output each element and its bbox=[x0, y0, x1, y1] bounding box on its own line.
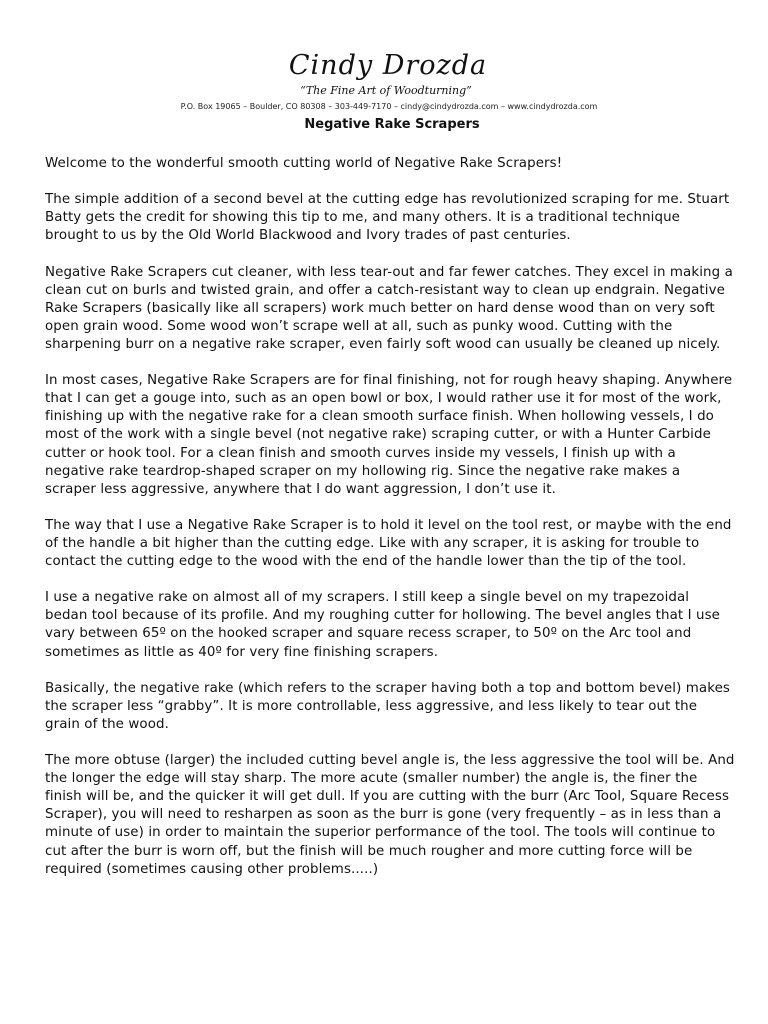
paragraph: I use a negative rake on almost all of my scrapers. I still keep a single bevel on my trapezoidal bedan tool because of its profile. And my roughing cutter for hollowing. The bevel angles that I use vary between 65º on the hooked scraper and square recess scraper, to 50º on the Arc tool and sometimes as little as 40º for very fine finishing scrapers. bbox=[45, 590, 720, 660]
document-body bbox=[45, 155, 735, 897]
paragraph: Negative Rake Scrapers cut cleaner, with less tear-out and far fewer catches. They excel in making a clean cut on burls and twisted grain, and offer a catch-resistant way to clean up endgrain. Negative Rake Scrapers (basically like all scrapers) work much better on hard dense wood than on very soft open grain wood. Some wood won’t scrape well at all, such as punky wood. Cutting with the sharpening burr on a negative rake scraper, even fairly soft wood can usually be cleaned up nicely. bbox=[45, 264, 733, 352]
tagline: “The Fine Art of Woodturning” bbox=[300, 84, 472, 97]
paragraph: The way that I use a Negative Rake Scraper is to hold it level on the tool rest, or maybe with the end of the handle a bit higher than the cutting edge. Like with any scraper, it is asking for trouble to contact the cutting edge to the wood with the end of the handle lower than the tip of the tool. bbox=[45, 517, 732, 570]
paragraph: Basically, the negative rake (which refers to the scraper having both a top and bottom bevel) makes the scraper less “grabby”. It is more controllable, less aggressive, and less likely to tear out the grain of the wood. bbox=[45, 680, 730, 732]
author-logo-name: Cindy Drozda bbox=[288, 50, 488, 81]
letterhead bbox=[0, 50, 768, 133]
document-title: Negative Rake Scrapers bbox=[304, 117, 480, 132]
contact-line: P.O. Box 19065 – Boulder, CO 80308 – 303-449-7170 – cindy@cindydrozda.com – www.cindydrozda.com bbox=[180, 102, 598, 111]
paragraph: Welcome to the wonderful smooth cutting world of Negative Rake Scrapers! bbox=[45, 156, 563, 171]
paragraph: The more obtuse (larger) the included cutting bevel angle is, the less aggressive the tool will be. And the longer the edge will stay sharp. The more acute (smaller number) the angle is, the finer the finish will be, and the quicker it will get dull. If you are cutting with the burr (Arc Tool, Square Recess Scraper), you will need to resharpen as soon as the burr is gone (very frequently – as in less than a minute of use) in order to maintain the superior performance of the tool. The tools will continue to cut after the burr is worn off, but the finish will be much rougher and more cutting force will be required (sometimes causing other problems.....) bbox=[45, 753, 735, 877]
paragraph: The simple addition of a second bevel at the cutting edge has revolutionized scraping for me. Stuart Batty gets the credit for showing this tip to me, and many others. It is a traditional technique brought to us by the Old World Blackwood and Ivory trades of past centuries. bbox=[45, 192, 730, 244]
paragraph: In most cases, Negative Rake Scrapers are for final finishing, not for rough heavy shaping. Anywhere that I can get a gouge into, such as an open bowl or box, I would rather use it for most of the work, finishing up with the negative rake for a clean smooth surface finish. When hollowing vessels, I do most of the work with a single bevel (not negative rake) scraping cutter, or with a Hunter Carbide cutter or hook tool. For a clean finish and smooth curves inside my vessels, I finish up with a negative rake teardrop-shaped scraper on my hollowing rig. Since the negative rake makes a scraper less aggressive, anywhere that I do want aggression, I don’t use it. bbox=[45, 373, 733, 497]
